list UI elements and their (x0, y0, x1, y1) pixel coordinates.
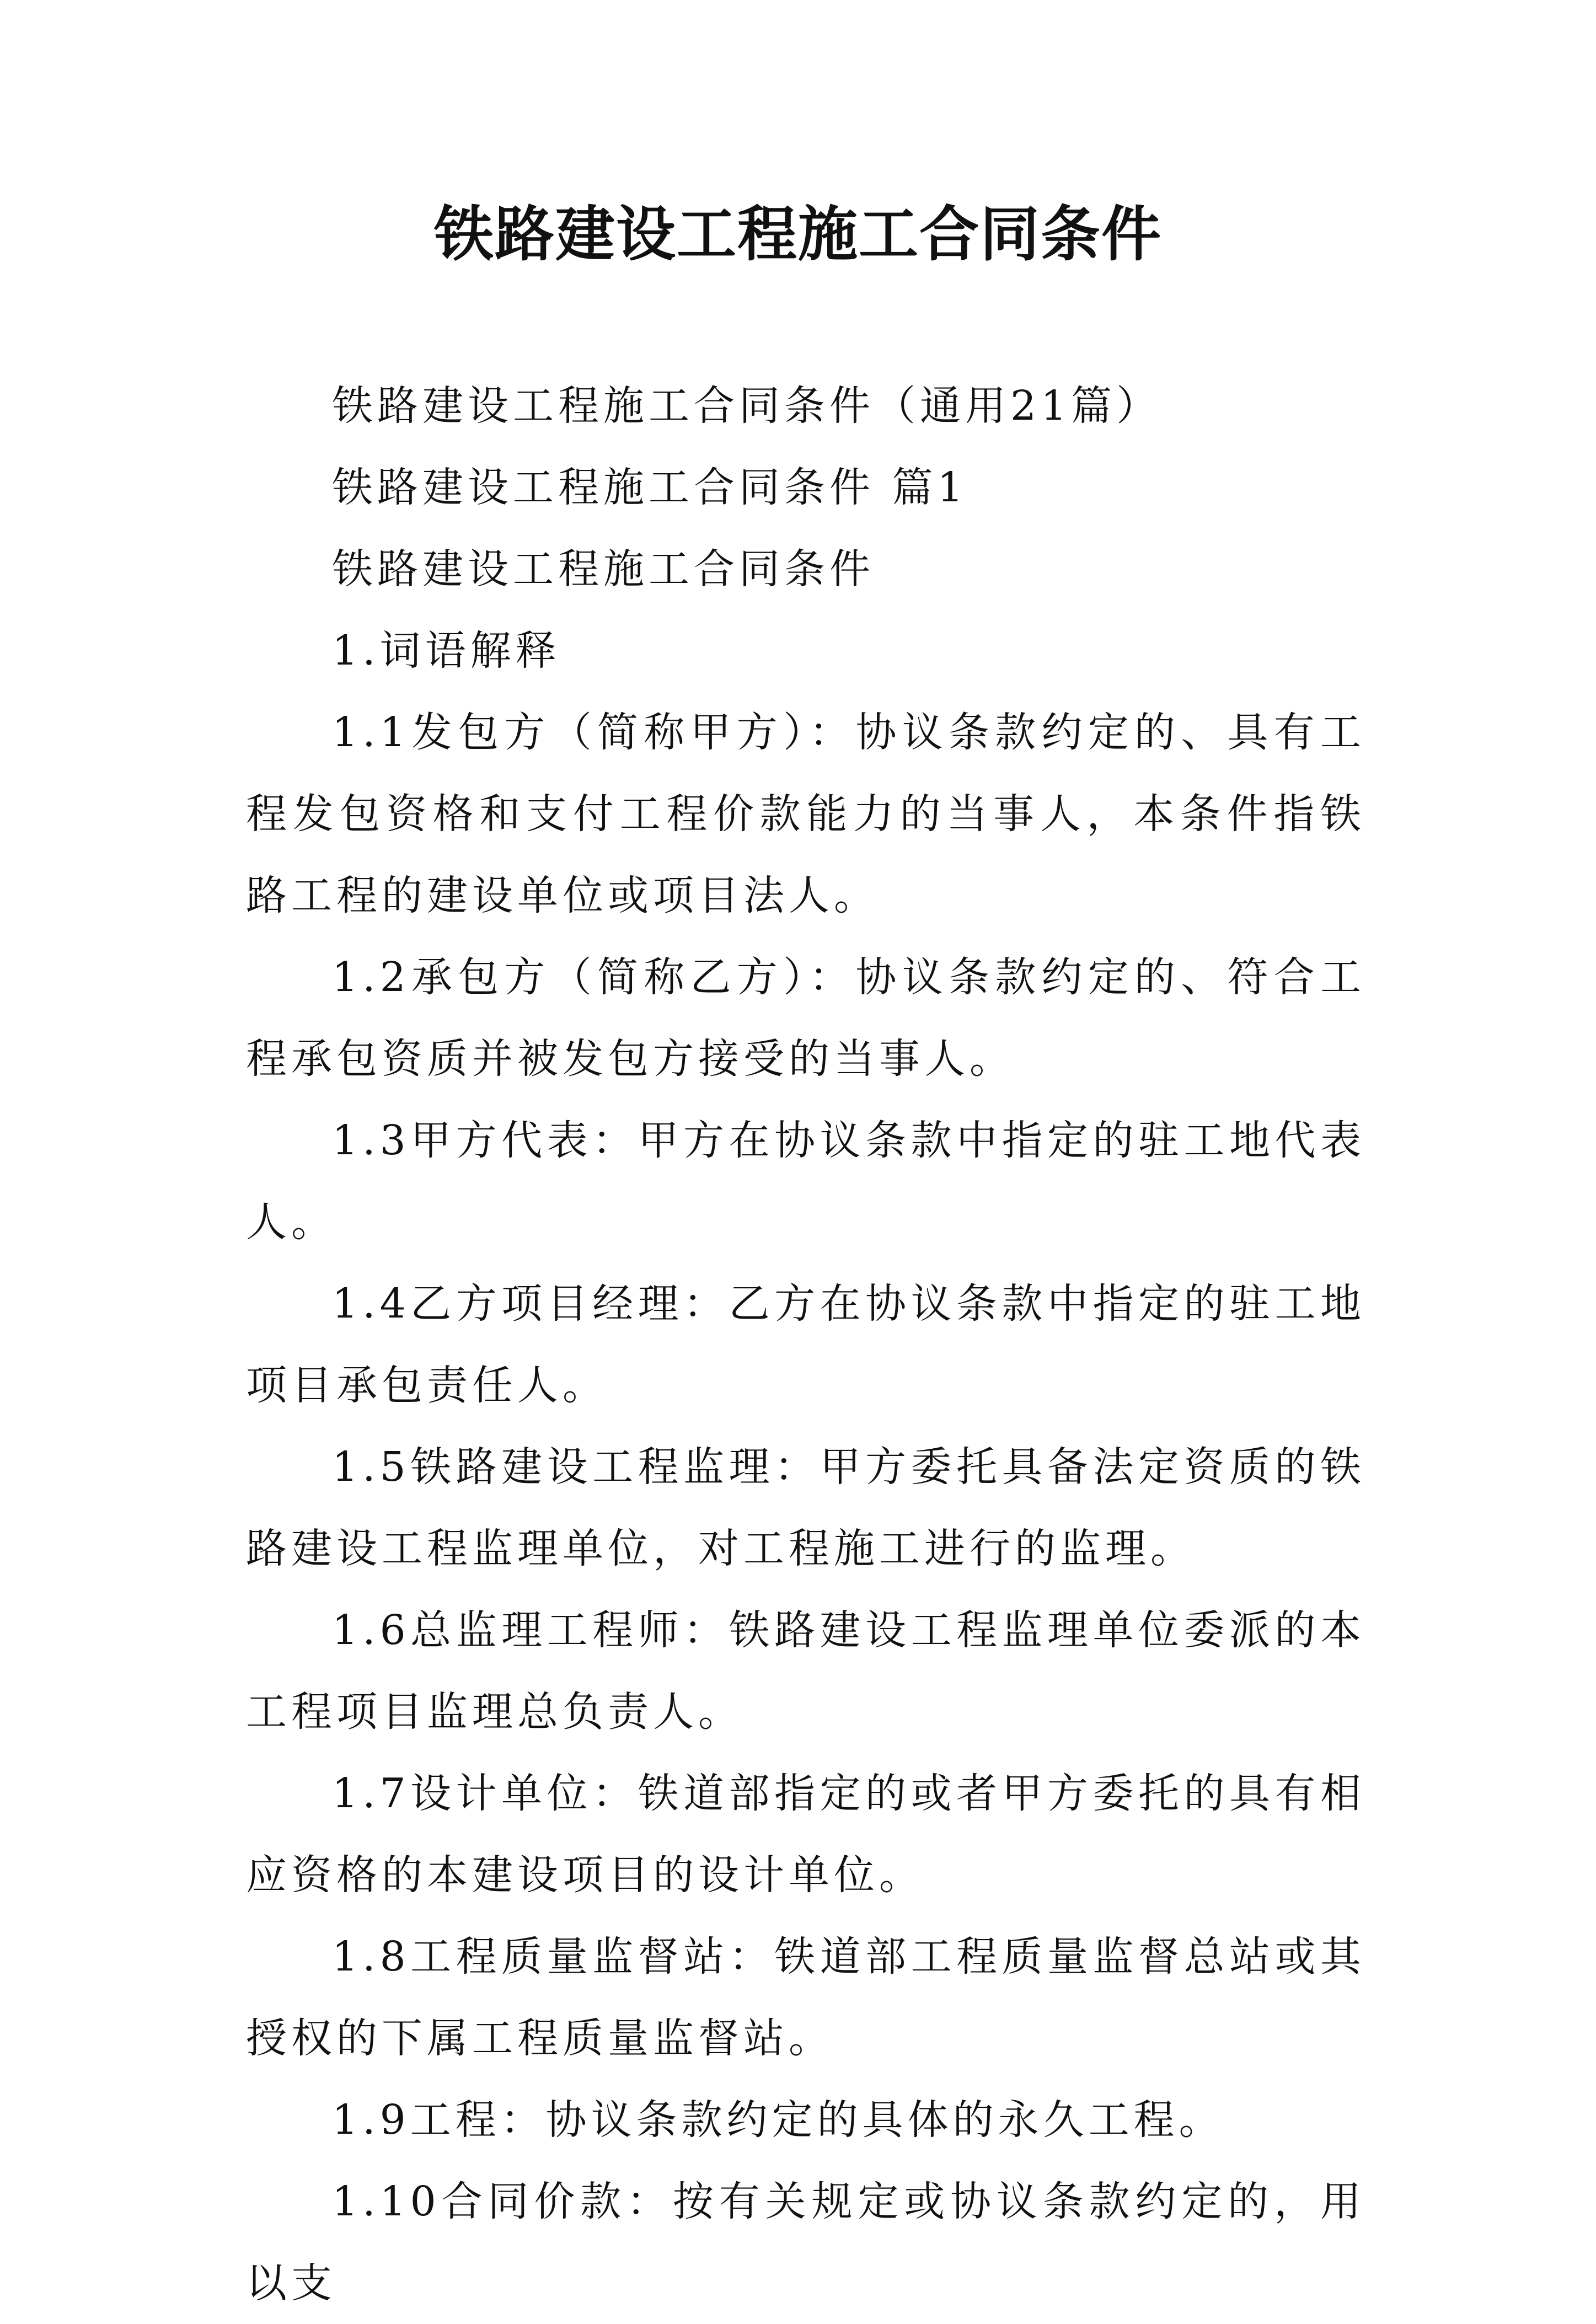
paragraph: 1.6总监理工程师：铁路建设工程监理单位委派的本工程项目监理总负责人。 (246, 1607, 1365, 1736)
paragraph: 1.10合同价款：按有关规定或协议条款约定的，用以支 (246, 2178, 1365, 2307)
paragraph: 1.2承包方（简称乙方）：协议条款约定的、符合工程承包资质并被发包方接受的当事人。 (246, 954, 1365, 1083)
document-body (246, 365, 1365, 2324)
paragraph: 1.1发包方（简称甲方）：协议条款约定的、具有工程发包资格和支付工程价款能力的当事人，本条件指铁路工程的建设单位或项目法人。 (246, 709, 1365, 919)
paragraph: 铁路建设工程施工合同条件 篇1 (332, 464, 968, 511)
paragraph: 1.9工程：协议条款约定的具体的永久工程。 (332, 2096, 1224, 2144)
paragraph: 1.8工程质量监督站：铁道部工程质量监督总站或其授权的下属工程质量监督站。 (246, 1933, 1365, 2062)
paragraph: 1.3甲方代表：甲方在协议条款中指定的驻工地代表人。 (246, 1117, 1365, 1246)
paragraph: 1.词语解释 (332, 627, 561, 674)
paragraph: 1.5铁路建设工程监理：甲方委托具备法定资质的铁路建设工程监理单位，对工程施工进行的监理。 (246, 1443, 1365, 1572)
paragraph: 1.7设计单位：铁道部指定的或者甲方委托的具有相应资格的本建设项目的设计单位。 (246, 1770, 1365, 1899)
paragraph: 铁路建设工程施工合同条件 (332, 545, 875, 593)
paragraph: 1.4乙方项目经理：乙方在协议条款中指定的驻工地项目承包责任人。 (246, 1280, 1365, 1409)
paragraph: 铁路建设工程施工合同条件（通用21篇） (332, 382, 1162, 430)
document-title: 铁路建设工程施工合同条件 (433, 200, 1162, 269)
